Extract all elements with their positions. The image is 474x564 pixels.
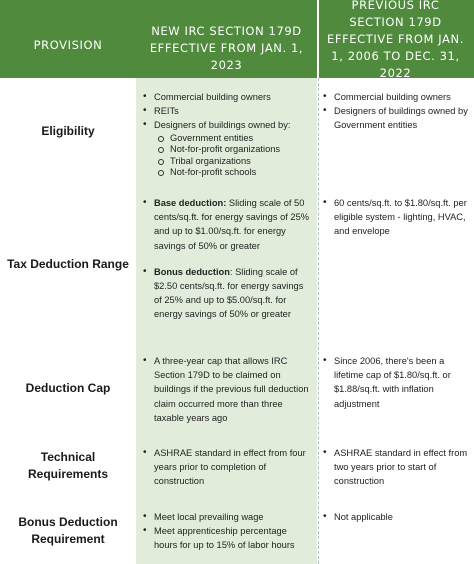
header-provision: PROVISION [33, 37, 103, 52]
bonus-prev-cell [320, 510, 472, 524]
list-item: • ASHRAE standard in effect from two years prior to start of construction [320, 446, 472, 489]
eligibility-new-cell [140, 90, 312, 179]
list-item-text: Designers of buildings owned by: [154, 120, 291, 131]
bonus-new-cell [140, 510, 312, 553]
sub-list-item: Not-for-profit organizations [154, 144, 312, 156]
list-item: • Commercial building owners [320, 90, 472, 104]
list-item: • Designers of buildings owned by Government entities [320, 104, 472, 132]
tech-new-cell [140, 446, 312, 489]
bonus-deduction-text: : Sliding scale of $2.50 cents/sq.ft. for energy savings of 25% and up to $5.00/sq.ft. for energy savings of 50% or greater [154, 266, 304, 320]
tech-prev-cell [320, 446, 472, 489]
row-label-deduction-cap: Deduction Cap [25, 380, 111, 395]
base-deduction-text: Sliding scale of 50 cents/sq.ft. for energy savings of 25% and up to $1.00/sq.ft. for energy savings of 50% or greater [154, 198, 310, 251]
list-item [140, 196, 312, 253]
cap-new-cell [140, 354, 312, 425]
list-item: • Meet apprenticeship percentage hours for up to 15% of labor hours [140, 524, 312, 552]
row-label-bonus-deduction-requirement: Bonus Deduction Requirement [18, 515, 118, 546]
eligibility-prev-cell [320, 90, 472, 133]
row-label-eligibility: Eligibility [41, 123, 95, 138]
header-new-section: NEW IRC SECTION 179D EFFECTIVE FROM JAN. 1, 2023 [149, 23, 304, 72]
sub-list-item: Tribal organizations [154, 156, 312, 168]
list-item: • REITs [140, 104, 312, 118]
base-deduction-label: Base deduction: [154, 198, 227, 208]
row-label-tax-deduction-range: Tax Deduction Range [7, 256, 129, 271]
list-item: • A three-year cap that allows IRC Section 179D to be claimed on buildings if the previous full deduction claim occurred more than three taxable years ago [140, 354, 312, 425]
list-item: • Since 2006, there's been a lifetime cap of $1.80/sq.ft. or $1.88/sq.ft. with inflation adjustment [320, 354, 472, 411]
list-item [140, 118, 312, 178]
list-item: • Meet local prevailing wage [140, 510, 312, 524]
header-previous-section: PREVIOUS IRC SECTION 179D EFFECTIVE FROM JAN. 1, 2006 TO DEC. 31, 2022 [327, 0, 464, 80]
sub-list-item: Not-for-profit schools [154, 167, 312, 179]
tax-new-cell [140, 196, 312, 322]
table-header [0, 0, 474, 78]
list-item: • Not applicable [320, 510, 472, 524]
list-item: • 60 cents/sq.ft. to $1.80/sq.ft. per eligible system - lighting, HVAC, and envelope [320, 196, 472, 239]
cap-prev-cell [320, 354, 472, 411]
bonus-deduction-label: Bonus deduction [154, 266, 230, 277]
list-item: • Commercial building owners [140, 90, 312, 104]
list-item [140, 265, 312, 322]
sub-list-item: Government entities [154, 133, 312, 145]
list-item: • ASHRAE standard in effect from four years prior to completion of construction [140, 446, 312, 489]
column-divider [318, 78, 319, 564]
row-label-technical-requirements: Technical Requirements [27, 450, 109, 481]
tax-prev-cell [320, 196, 472, 239]
